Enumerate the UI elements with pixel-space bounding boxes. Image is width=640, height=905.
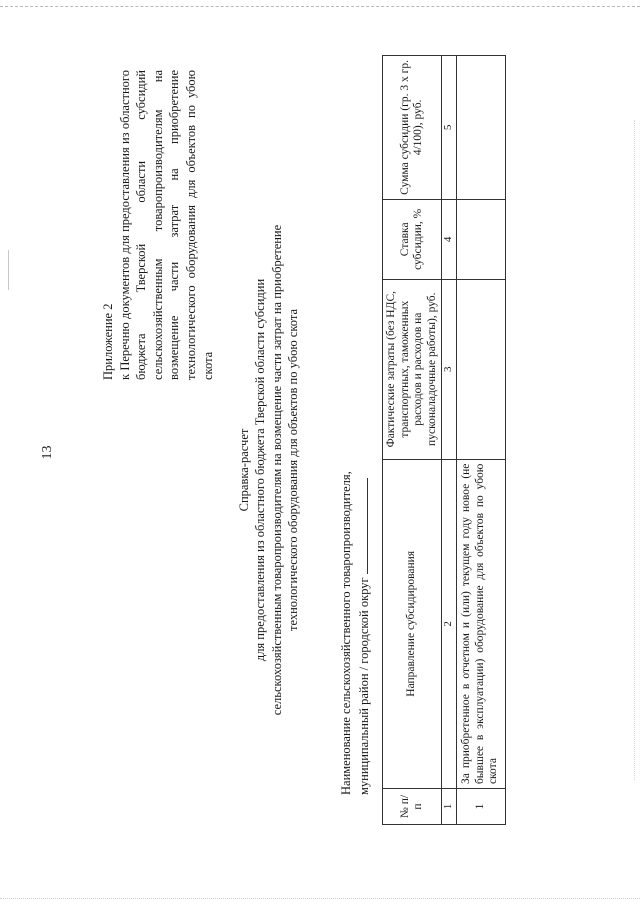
row-direction: За приобретенное в отчетном и (или) текущем году новое (не бывшее в эксплуатации) оборудование для объектов по убою скота (456, 459, 505, 788)
row-number: 1 (456, 789, 505, 825)
district-fill-line[interactable] (355, 478, 368, 574)
row-rate-cell[interactable] (456, 199, 505, 279)
column-number: 4 (442, 199, 457, 279)
appendix-text: к Перечню документов для предоставления из областного бюджета Тверской области субсидий сельскохозяйственным товаропроизводителям на возмещение части затрат на приобретение технологического оборудования для объектов по убою скота (117, 70, 215, 380)
appendix-block (100, 70, 216, 380)
appendix-heading: Приложение 2 (101, 303, 115, 380)
title-line-4: технологического оборудования для объектов по убою скота (286, 308, 301, 632)
row-amount-cell[interactable] (456, 56, 505, 200)
header-costs: Фактические затраты (без НДС, транспортных, таможенных расходов и расходов на пусконаладочные работы), руб. (383, 279, 442, 459)
column-number-row (442, 56, 457, 825)
header-rate: Ставка субсидии, % (383, 199, 442, 279)
header-number: № п/п (383, 789, 442, 825)
table-row (456, 56, 505, 825)
title-line-2: для предоставления из областного бюджета Тверской области субсидии (253, 278, 268, 662)
row-costs-cell[interactable] (456, 279, 505, 459)
district-label: муниципальный район / городской округ (357, 577, 371, 795)
page-number: 13 (40, 445, 55, 460)
column-number: 3 (442, 279, 457, 459)
document-title (236, 165, 302, 775)
column-number: 2 (442, 459, 457, 788)
subsidy-table (382, 55, 506, 825)
header-amount: Сумма субсидии (гр. 3 х гр. 4/100), руб. (383, 56, 442, 200)
producer-block (338, 155, 373, 795)
header-direction: Направление субсидирования (383, 459, 442, 788)
title-line-3: сельскохозяйственным товаропроизводителям на возмещение части затрат на приобретение (269, 224, 284, 716)
column-number: 1 (442, 789, 457, 825)
table-header-row (383, 56, 442, 825)
producer-name-label: Наименование сельскохозяйственного товаропроизводителя, (339, 471, 353, 795)
column-number: 5 (442, 56, 457, 200)
title-line-1: Справка-расчет (237, 428, 251, 512)
